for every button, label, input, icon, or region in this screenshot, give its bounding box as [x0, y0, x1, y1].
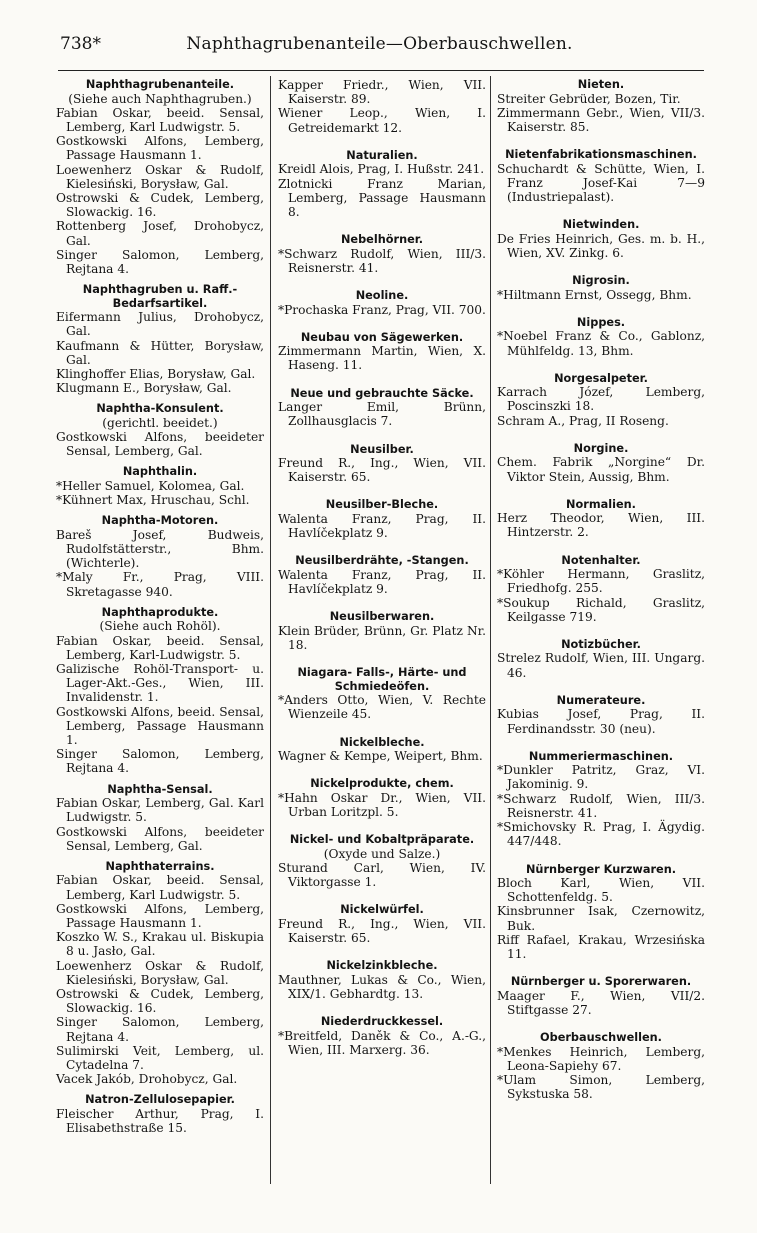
category-heading: Nigrosin.: [572, 274, 630, 288]
category-heading: Nebelhörner.: [340, 233, 424, 247]
directory-entry: *Schwarz Rudolf, Wien, III/3. Reisnerstr. 41.: [497, 791, 705, 820]
directory-entry: *Prochaska Franz, Prag, VII. 700.: [278, 302, 486, 317]
directory-entry: *Hahn Oskar Dr., Wien, VII. Urban Loritzpl. 5.: [278, 790, 486, 819]
category-heading: Natron-Zellulosepapier.: [85, 1093, 235, 1107]
directory-entry: Klugmann E., Borysław, Gal.: [56, 381, 232, 396]
directory-entry: Maager F., Wien, VII/2. Stiftgasse 27.: [497, 988, 705, 1017]
category-note: (Siehe auch Rohöl).: [99, 619, 221, 634]
category-heading: Nickelwürfel.: [340, 903, 424, 917]
directory-entry: Wiener Leop., Wien, I. Getreidemarkt 12.: [278, 106, 486, 135]
directory-entry: Gostkowski Alfons, Lemberg, Passage Hausmann 1.: [56, 901, 264, 931]
directory-entry: Vacek Jakób, Drohobycz, Gal.: [56, 1072, 238, 1087]
directory-entry: Gostkowski Alfons, beeideter Sensal, Lemberg, Gal.: [56, 430, 264, 459]
category-heading: Naphtha-Konsulent.: [96, 402, 224, 416]
category-heading: Neusilberdrähte, -Stangen.: [295, 554, 469, 568]
directory-entry: Wagner & Kempe, Weipert, Bhm.: [278, 749, 483, 764]
directory-entry: Ostrowski & Cudek, Lemberg, Slowackig. 16.: [56, 190, 264, 220]
directory-entry: Sturand Carl, Wien, IV. Viktorgasse 1.: [278, 860, 486, 890]
category-heading: Naphthagrubenanteile.: [85, 78, 235, 91]
column-divider: [490, 76, 491, 1184]
category-heading: Nürnberger u. Sporerwaren.: [510, 975, 692, 989]
page-title: Naphthagrubenanteile—Oberbauschwellen.: [186, 34, 573, 54]
directory-entry: *Soukup Richald, Graslitz, Keilgasse 719.: [497, 595, 705, 624]
category-heading: Nietwinden.: [562, 218, 640, 232]
directory-entry: Singer Salomon, Lemberg, Rejtana 4.: [56, 1015, 264, 1044]
directory-entry: Klein Brüder, Brünn, Gr. Platz Nr. 18.: [278, 623, 486, 652]
column-3: [497, 78, 705, 1101]
directory-entry: Zimmermann Gebr., Wien, VII/3. Kaiserstr. 85.: [497, 105, 705, 134]
directory-entry: *Kühnert Max, Hruschau, Schl.: [56, 493, 250, 508]
column-2: [278, 78, 486, 1057]
page-header: [60, 34, 699, 60]
directory-entry: Singer Salomon, Lemberg, Rejtana 4.: [56, 747, 264, 776]
directory-entry: Ostrowski & Cudek, Lemberg, Slowackig. 16.: [56, 987, 264, 1016]
category-heading: Niagara- Falls-, Härte- und Schmiedeöfen.: [297, 666, 467, 693]
directory-entry: Riff Rafael, Krakau, Wrzesińska 11.: [497, 932, 705, 962]
directory-entry: *Heller Samuel, Kolomea, Gal.: [56, 478, 245, 493]
category-heading: Nickel- und Kobaltpräparate.: [289, 833, 475, 847]
directory-entry: Strelez Rudolf, Wien, III. Ungarg. 46.: [497, 651, 705, 680]
category-heading: Neubau von Sägewerken.: [300, 330, 464, 344]
category-heading: Notizbücher.: [561, 637, 641, 651]
directory-entry: Eifermann Julius, Drohobycz, Gal.: [56, 310, 264, 339]
category-heading: Nickelbleche.: [339, 735, 425, 749]
category-heading: Neusilber-Bleche.: [325, 498, 439, 512]
directory-entry: Kubias Josef, Prag, II. Ferdinandsstr. 30 (neu).: [497, 707, 705, 736]
category-heading: Naturalien.: [346, 148, 418, 162]
directory-entry: Schram A., Prag, II Roseng.: [497, 413, 669, 428]
directory-entry: *Köhler Hermann, Graslitz, Friedhofg. 255.: [497, 567, 705, 596]
category-heading: Nietenfabrikationsmaschinen.: [505, 148, 697, 162]
category-heading: Nippes.: [576, 315, 626, 329]
category-note: (gerichtl. beeidet.): [102, 415, 218, 430]
category-heading: Numerateure.: [556, 693, 646, 707]
column-divider: [270, 76, 271, 1184]
directory-entry: Streiter Gebrüder, Bozen, Tir.: [497, 91, 681, 106]
directory-entry: Chem. Fabrik „Norgine“ Dr. Viktor Stein, Aussig, Bhm.: [497, 455, 705, 484]
category-note: (Oxyde und Salze.): [323, 846, 441, 861]
directory-entry: Kapper Friedr., Wien, VII. Kaiserstr. 89.: [278, 78, 486, 107]
directory-entry: Sulimirski Veit, Lemberg, ul. Cytadelna 7.: [56, 1043, 264, 1073]
category-heading: Naphthaterrains.: [105, 859, 215, 873]
directory-entry: Galizische Rohöl-Transport- u. Lager-Akt.-Ges., Wien, III. Invalidenstr. 1.: [56, 662, 264, 705]
category-heading: Naphthaprodukte.: [101, 605, 219, 619]
directory-entry: Koszko W. S., Krakau ul. Biskupia 8 u. Jasło, Gal.: [56, 930, 264, 959]
directory-entry: Zimmermann Martin, Wien, X. Haseng. 11.: [278, 344, 486, 373]
category-heading: Naphthagruben u. Raff.-Bedarfsartikel.: [82, 283, 238, 310]
directory-entry: Fabian Oskar, beeid. Sensal, Lemberg, Karl-Ludwigstr. 5.: [56, 633, 264, 662]
directory-entry: De Fries Heinrich, Ges. m. b. H., Wien, XV. Zinkg. 6.: [497, 231, 705, 260]
directory-entry: Bareš Josef, Budweis, Rudolfstätterstr., Bhm. (Wichterle).: [56, 527, 264, 571]
category-note: (Siehe auch Naphthagruben.): [68, 91, 252, 106]
category-heading: Neusilberwaren.: [329, 610, 435, 624]
directory-entry: *Noebel Franz & Co., Gablonz, Mühlfeldg. 13, Bhm.: [497, 329, 705, 358]
directory-entry: Loewenherz Oskar & Rudolf, Kielesiński, Borysław, Gal.: [56, 162, 264, 191]
category-heading: Oberbauschwellen.: [540, 1031, 662, 1045]
category-heading: Naphtha-Motoren.: [101, 514, 219, 528]
directory-entry: Gostkowski Alfons, Lemberg, Passage Hausmann 1.: [56, 134, 264, 163]
directory-entry: Walenta Franz, Prag, II. Havlíčekplatz 9.: [278, 511, 486, 541]
directory-entry: Karrach Józef, Lemberg, Poscinszki 18.: [497, 385, 705, 414]
category-heading: Nieten.: [577, 78, 625, 91]
directory-entry: *Breitfeld, Daněk & Co., A.-G., Wien, III. Marxerg. 36.: [278, 1028, 486, 1057]
directory-entry: *Menkes Heinrich, Lemberg, Leona-Sapiehy 67.: [497, 1044, 705, 1073]
directory-entry: Gostkowski Alfons, beeideter Sensal, Lemberg, Gal.: [56, 824, 264, 853]
category-heading: Neusilber.: [350, 442, 414, 456]
directory-entry: Schuchardt & Schütte, Wien, I. Franz Josef-Kai 7—9 (Industriepalast).: [497, 161, 705, 205]
category-heading: Normalien.: [566, 497, 636, 511]
directory-entry: Freund R., Ing., Wien, VII. Kaiserstr. 65.: [278, 456, 486, 485]
directory-entry: Rottenberg Josef, Drohobycz, Gal.: [56, 219, 264, 248]
category-heading: Neoline.: [355, 289, 409, 303]
category-heading: Norgesalpeter.: [554, 371, 648, 385]
category-heading: Notenhalter.: [561, 553, 641, 567]
category-heading: Naphtha-Sensal.: [107, 782, 213, 796]
category-heading: Naphthalin.: [122, 465, 198, 479]
category-heading: Norgine.: [573, 441, 629, 455]
directory-entry: Fleischer Arthur, Prag, I. Elisabethstraße 15.: [56, 1106, 264, 1136]
category-heading: Niederdruckkessel.: [320, 1015, 444, 1029]
directory-entry: *Dunkler Patritz, Graz, VI. Jakominig. 9.: [497, 763, 705, 792]
page-number: 738*: [60, 34, 101, 54]
directory-entry: Fabian Oskar, beeid. Sensal, Lemberg, Karl Ludwigstr. 5.: [56, 105, 264, 134]
directory-entry: Singer Salomon, Lemberg, Rejtana 4.: [56, 247, 264, 276]
directory-entry: Fabian Oskar, Lemberg, Gal. Karl Ludwigstr. 5.: [56, 796, 264, 825]
directory-entry: Walenta Franz, Prag, II. Havlíčekplatz 9.: [278, 567, 486, 597]
directory-entry: *Ulam Simon, Lemberg, Sykstuska 58.: [497, 1073, 705, 1102]
directory-entry: Kinsbrunner Isak, Czernowitz, Buk.: [497, 904, 705, 933]
directory-entry: Gostkowski Alfons, beeid. Sensal, Lemberg, Passage Hausmann 1.: [56, 704, 264, 748]
directory-entry: *Schwarz Rudolf, Wien, III/3. Reisnerstr. 41.: [278, 246, 486, 275]
directory-entry: Kreidl Alois, Prag, I. Hußstr. 241.: [278, 162, 485, 177]
category-heading: Nürnberger Kurzwaren.: [525, 862, 677, 876]
category-heading: Nickelzinkbleche.: [326, 959, 438, 973]
directory-entry: *Hiltmann Ernst, Ossegg, Bhm.: [497, 287, 692, 302]
column-1: [56, 78, 264, 1135]
header-rule: [58, 70, 704, 71]
directory-entry: Loewenherz Oskar & Rudolf, Kielesiński, Borysław, Gal.: [56, 958, 264, 987]
category-heading: Nickelprodukte, chem.: [310, 777, 454, 791]
directory-entry: Zlotnicki Franz Marian, Lemberg, Passage Hausmann 8.: [278, 176, 486, 219]
directory-entry: *Anders Otto, Wien, V. Rechte Wienzeile 45.: [278, 693, 486, 722]
directory-entry: Bloch Karl, Wien, VII. Schottenfeldg. 5.: [497, 876, 705, 905]
directory-entry: Herz Theodor, Wien, III. Hintzerstr. 2.: [497, 511, 705, 540]
directory-entry: *Maly Fr., Prag, VIII. Skretagasse 940.: [56, 570, 264, 599]
directory-entry: Freund R., Ing., Wien, VII. Kaiserstr. 65.: [278, 916, 486, 945]
directory-entry: Langer Emil, Brünn, Zollhausglacis 7.: [278, 400, 486, 429]
directory-entry: Fabian Oskar, beeid. Sensal, Lemberg, Karl Ludwigstr. 5.: [56, 873, 264, 902]
category-heading: Neue und gebrauchte Säcke.: [290, 386, 474, 400]
directory-entry: *Smichovsky R. Prag, I. Ägydig. 447/448.: [497, 820, 705, 849]
directory-entry: Klinghoffer Elias, Borysław, Gal.: [56, 366, 256, 381]
directory-entry: Mauthner, Lukas & Co., Wien, XIX/1. Gebhardtg. 13.: [278, 972, 486, 1001]
directory-entry: Kaufmann & Hütter, Borysław, Gal.: [56, 338, 264, 367]
category-heading: Nummeriermaschinen.: [528, 749, 674, 763]
